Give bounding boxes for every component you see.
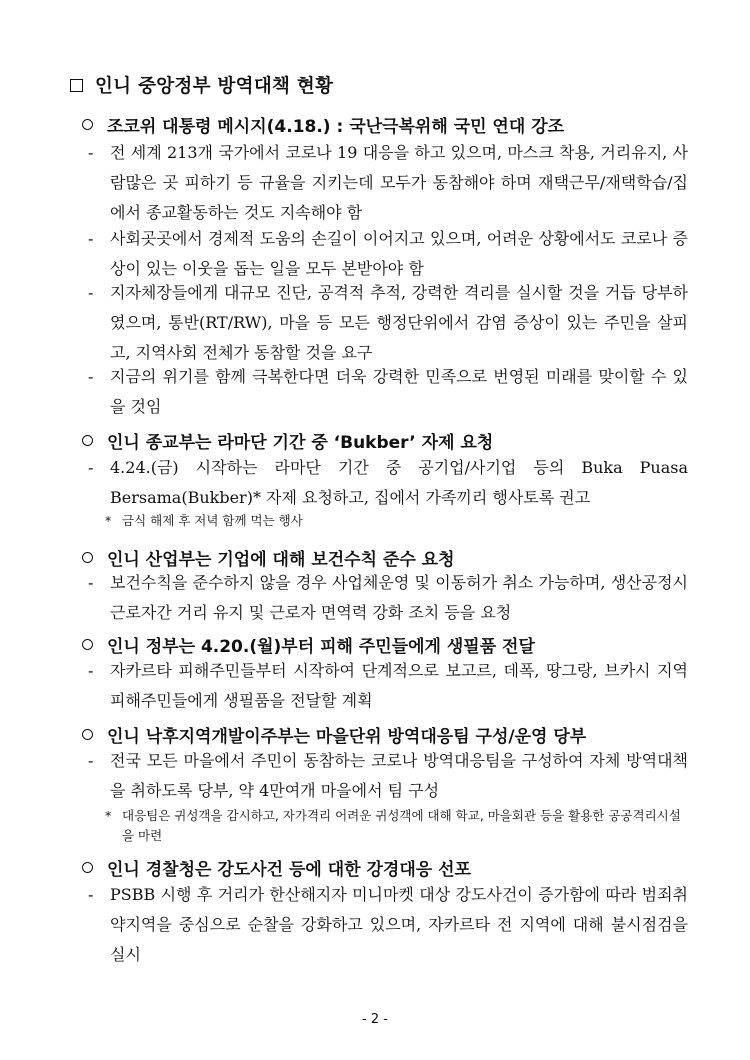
note-5: * 대응팀은 귀성객을 감시하고, 자가격리 어려운 귀성객에 대해 학교, 마을회관 등을 활용한 공공격리시설을 마련: [105, 808, 681, 843]
page-number: - 2 -: [362, 1012, 388, 1027]
bullet-3-1: - 보건수칙을 준수하지 않을 경우 사업체운영 및 이동허가 취소 가능하며, 생산공정시 근로자간 거리 유지 및 근로자 면역력 강화 조치 등을 요청: [88, 573, 688, 622]
bullet-2-1: - 4.24.(금) 시작하는 라마단 기간 중 공기업/사기업 등의 Buka Puasa Bersama(Bukber)* 자제 요청하고, 집에서 가족끼리 행사토록 권고: [88, 458, 688, 507]
square-bullet-icon: [70, 79, 83, 92]
section-heading-6: 인니 경찰청은 강도사건 등에 대한 강경대응 선포: [82, 855, 471, 880]
section-heading-1: 조코위 대통령 메시지(4.18.) : 국난극복위해 국민 연대 강조: [82, 112, 564, 137]
circle-bullet-icon: [82, 552, 93, 563]
section-heading-2: 인니 종교부는 라마단 기간 중 ‘Bukber’ 자제 요청: [82, 428, 493, 453]
bullet-1-1: - 전 세계 213개 국가에서 코로나 19 대응을 하고 있으며, 마스크 착용, 거리유지, 사람많은 곳 피하기 등 규율을 지키는데 모두가 동참해야 하며 재택근무/재택학습/집에서 종교활동하는 것도 지속해야 함: [88, 143, 688, 222]
circle-bullet-icon: [82, 639, 93, 650]
bullet-1-2: - 사회곳곳에서 경제적 도움의 손길이 이어지고 있으며, 어려운 상황에서도 코로나 증상이 있는 이웃을 돕는 일을 모두 본받아야 함: [88, 229, 688, 278]
bullet-1-4: - 지금의 위기를 함께 극복한다면 더욱 강력한 민족으로 번영된 미래를 맞이할 수 있을 것임: [88, 367, 688, 416]
bullet-5-1: - 전국 모든 마을에서 주민이 동참하는 코로나 방역대응팀을 구성하여 자체 방역대책을 취하도록 당부, 약 4만여개 마을에서 팀 구성: [88, 751, 688, 800]
circle-bullet-icon: [82, 729, 93, 740]
circle-bullet-icon: [82, 119, 93, 130]
document-title-text: 인니 중앙정부 방역대책 현황: [95, 76, 334, 97]
section-heading-5: 인니 낙후지역개발이주부는 마을단위 방역대응팀 구성/운영 당부: [82, 722, 586, 747]
bullet-1-3: - 지자체장들에게 대규모 진단, 공격적 추적, 강력한 격리를 실시할 것을 거듭 당부하였으며, 통반(RT/RW), 마을 등 모든 행정단위에서 감염 증상이 있는 주민을 살피고, 지역사회 전체가 동참할 것을 요구: [88, 283, 688, 362]
bullet-6-1: - PSBB 시행 후 거리가 한산해지자 미니마켓 대상 강도사건이 증가함에 따라 범죄취약지역을 중심으로 순찰을 강화하고 있으며, 자카르타 전 지역에 대해 불시점검을 실시: [88, 885, 688, 964]
circle-bullet-icon: [82, 435, 93, 446]
note-2: * 금식 해제 후 저녁 함께 먹는 행사: [105, 513, 303, 528]
section-heading-4: 인니 정부는 4.20.(월)부터 피해 주민들에게 생필품 전달: [82, 632, 535, 657]
section-heading-3: 인니 산업부는 기업에 대해 보건수칙 준수 요청: [82, 545, 455, 570]
circle-bullet-icon: [82, 862, 93, 873]
bullet-4-1: - 자카르타 피해주민들부터 시작하여 단계적으로 보고르, 데폭, 땅그랑, 브카시 지역 피해주민들에게 생필품을 전달할 계획: [88, 661, 688, 710]
document-title: [70, 72, 333, 98]
